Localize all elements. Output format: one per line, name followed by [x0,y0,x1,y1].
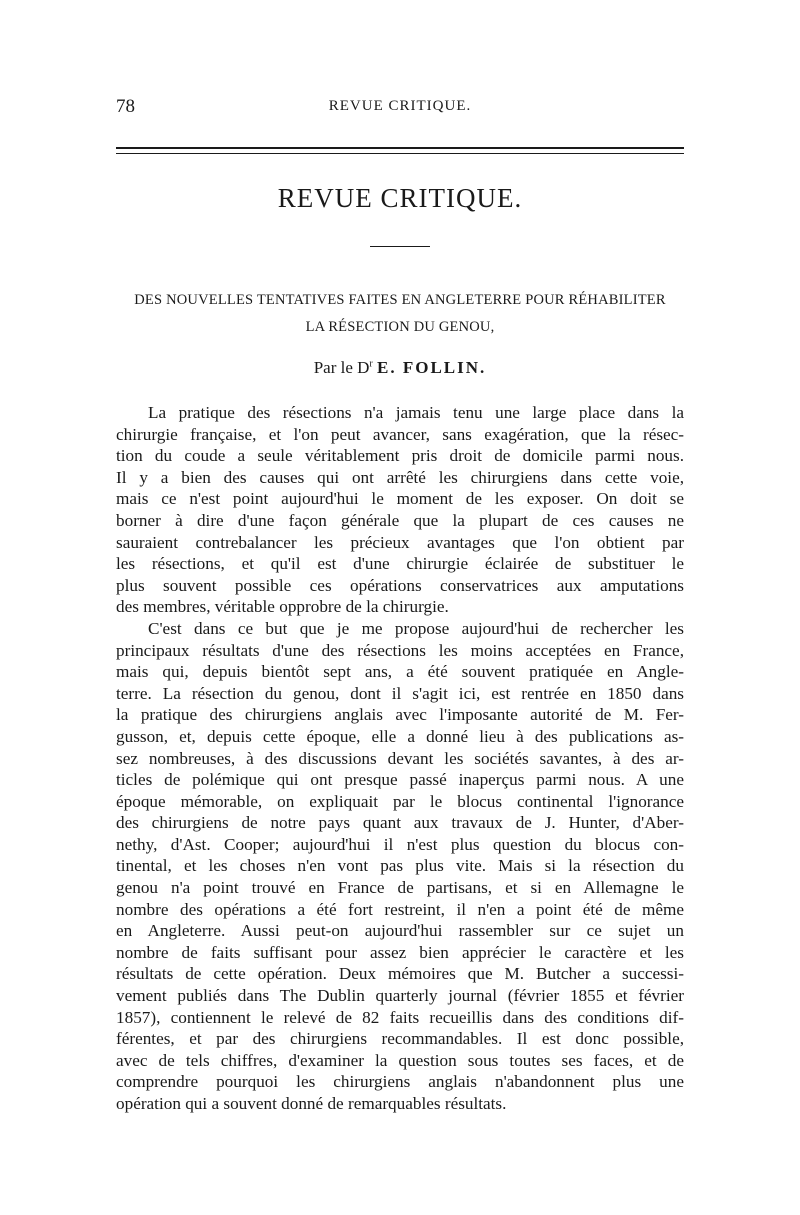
page-number: 78 [116,96,135,117]
text-line: sauraient contrebalancer les précieux avantages que l'on obtient par [116,532,684,552]
text-line: 1857), contiennent le relevé de 82 faits recueillis dans des conditions dif- [116,1007,684,1027]
byline-prefix: Par le D [313,358,370,377]
article-title-line-1: DES NOUVELLES TENTATIVES FAITES EN ANGLETERRE POUR RÉHABILITER [134,292,666,308]
text-line: sez nombreuses, à des discussions devant les sociétés savantes, à des ar- [116,748,684,768]
text-line: des membres, véritable opprobre de la chirurgie. [116,597,449,617]
text-line: résultats de cette opération. Deux mémoires que M. Butcher a successi- [116,964,684,984]
text-line: La pratique des résections n'a jamais tenu une large place dans la [148,403,684,422]
running-head [116,96,684,122]
paragraph-1 [116,402,684,618]
text-line: tion du coude a seule véritablement pris droit de domicile parmi nous. [116,446,684,466]
text-line: mais qui, depuis bientôt sept ans, a été souvent pratiquée en Angle- [116,662,684,682]
text-line: opération qui a souvent donné de remarquables résultats. [116,1094,507,1113]
text-line: férentes, et par des chirurgiens recommandables. Il est donc possible, [116,1029,684,1049]
text-line: terre. La résection du genou, dont il s'agit ici, est rentrée en 1850 dans [116,683,684,703]
byline-sup: r [369,358,373,370]
byline-author: E. FOLLIN. [377,358,487,377]
text-line: principaux résultats d'une des résections les moins acceptées en France, [116,640,684,660]
section-title: REVUE CRITIQUE. [277,183,523,213]
text-line: des chirurgiens de notre pays quant aux travaux de J. Hunter, d'Aber- [116,813,684,833]
text-line: genou n'a point trouvé en France de partisans, et si en Allemagne le [116,878,684,898]
text-line: comprendre pourquoi les chirurgiens anglais n'abandonnent plus une [116,1072,684,1092]
text-line: nombre des opérations a été fort restreint, il n'en a point été de même [116,899,684,919]
byline [0,358,800,378]
text-line: époque mémorable, on expliquait par le blocus continental l'ignorance [116,791,684,811]
article-title-line-2: LA RÉSECTION DU GENOU, [305,319,495,335]
text-line: la pratique des chirurgiens anglais avec l'imposante autorité de M. Fer- [116,705,684,725]
text-line: gusson, et, depuis cette époque, elle a donné lieu à des publications as- [116,726,684,746]
text-line: ticles de polémique qui ont presque passé inaperçus parmi nous. A une [116,770,684,790]
text-line: en Angleterre. Aussi peut-on aujourd'hui rassembler sur ce sujet un [116,921,684,941]
header-double-rule [116,147,684,154]
text-line: C'est dans ce but que je me propose aujourd'hui de rechercher les [148,618,684,638]
text-line: nombre de faits suffisant pour assez bien apprécier le caractère et les [116,942,684,962]
body-text [116,402,684,1115]
text-line: plus souvent possible ces opérations conservatrices aux amputations [116,575,684,595]
article-title [116,287,684,341]
text-line: nethy, d'Ast. Cooper; aujourd'hui il n'est plus question du blocus con- [116,834,684,854]
text-line: les résections, et qu'il est d'une chirurgie éclairée de substituer le [116,554,684,574]
running-title: REVUE CRITIQUE. [328,98,472,114]
text-line: borner à dire d'une façon générale que la plupart de ces causes ne [116,510,684,530]
title-separator-rule [370,246,430,247]
text-line: Il y a bien des causes qui ont arrêté les chirurgiens dans cette voie, [116,467,684,487]
paragraph-2 [116,618,684,1115]
text-line: mais ce n'est point aujourd'hui le moment de les exposer. On doit se [116,489,684,509]
text-line: chirurgie française, et l'on peut avancer, sans exagération, que la résec- [116,424,684,444]
text-line: vement publiés dans The Dublin quarterly journal (février 1855 et février [116,986,684,1006]
text-line: tinental, et les choses n'en vont pas plus vite. Mais si la résection du [116,856,684,876]
text-line: avec de tels chiffres, d'examiner la question sous toutes ses faces, et de [116,1050,684,1070]
